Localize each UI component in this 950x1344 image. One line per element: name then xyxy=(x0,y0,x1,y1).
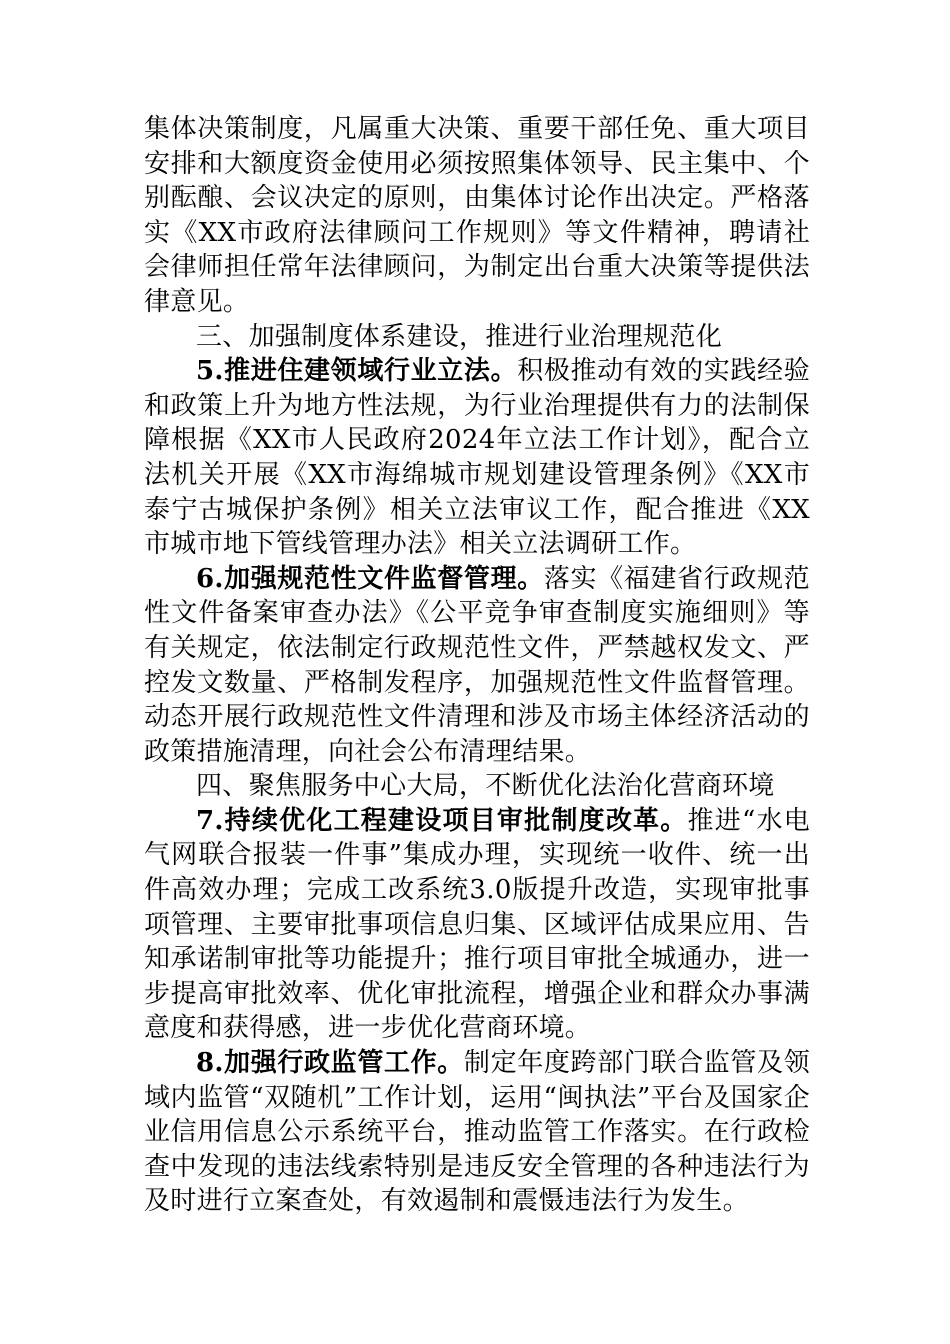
paragraph-collective-decision xyxy=(144,112,810,320)
item-8-text: 制定年度跨部门联合监管及领域内监管“双随机”工作计划，运用“闽执法”平台及国家企业信用信息公示系统平台，推动监管工作落实。在行政检查中发现的违法线索特别是违反安全管理的各种违法行为及时进行立案查处，有效遏制和震慑违法行为发生。 xyxy=(144,1048,810,1217)
paragraph-text: 集体决策制度，凡属重大决策、重要干部任免、重大项目安排和大额度资金使用必须按照集体领导、民主集中、个别酝酿、会议决定的原则，由集体讨论作出决定。严格落实《XX市政府法律顾问工作规则》等文件精神，聘请社会律师担任常年法律顾问，为制定出台重大决策等提供法律意见。 xyxy=(144,114,810,317)
item-7-lead: 7.持续优化工程建设项目审批制度改革。 xyxy=(196,805,688,836)
heading-text: 三、加强制度体系建设，推进行业治理规范化 xyxy=(196,321,723,352)
section-heading-4 xyxy=(144,769,810,804)
section-heading-3 xyxy=(144,320,810,355)
item-7-text: 推进“水电气网联合报装一件事”集成办理，实现统一收件、统一出件高效办理；完成工改系统3.0版提升改造，实现审批事项管理、主要审批事项信息归集、区域评估成果应用、告知承诺制审批等功能提升；推行项目审批全城通办，进一步提高审批效率、优化审批流程，增强企业和群众办事满意度和获得感，进一步优化营商环境。 xyxy=(144,805,811,1044)
item-5-paragraph xyxy=(144,354,810,562)
item-8-lead: 8.加强行政监管工作。 xyxy=(196,1048,464,1079)
item-6-paragraph xyxy=(144,562,810,770)
item-7-paragraph xyxy=(144,804,810,1046)
item-5-text: 积极推动有效的实践经验和政策上升为地方性法规，为行业治理提供有力的法制保障根据《XX市人民政府2024年立法工作计划》，配合立法机关开展《XX市海绵城市规划建设管理条例》《XX市泰宁古城保护条例》相关立法审议工作，配合推进《XX市城市地下管线管理办法》相关立法调研工作。 xyxy=(144,356,810,560)
item-5-lead: 5.推进住建领域行业立法。 xyxy=(196,356,518,387)
item-8-paragraph xyxy=(144,1046,810,1219)
item-6-text: 落实《福建省行政规范性文件备案审查办法》《公平竞争审查制度实施细则》等有关规定，依法制定行政规范性文件，严禁越权发文、严控发文数量、严格制发程序，加强规范性文件监督管理。动态开展行政规范性文件清理和涉及市场主体经济活动的政策措施清理，向社会公布清理结果。 xyxy=(144,563,810,767)
heading-text: 四、聚焦服务中心大局，不断优化法治化营商环境 xyxy=(196,771,775,802)
item-6-lead: 6.加强规范性文件监督管理。 xyxy=(196,563,544,594)
